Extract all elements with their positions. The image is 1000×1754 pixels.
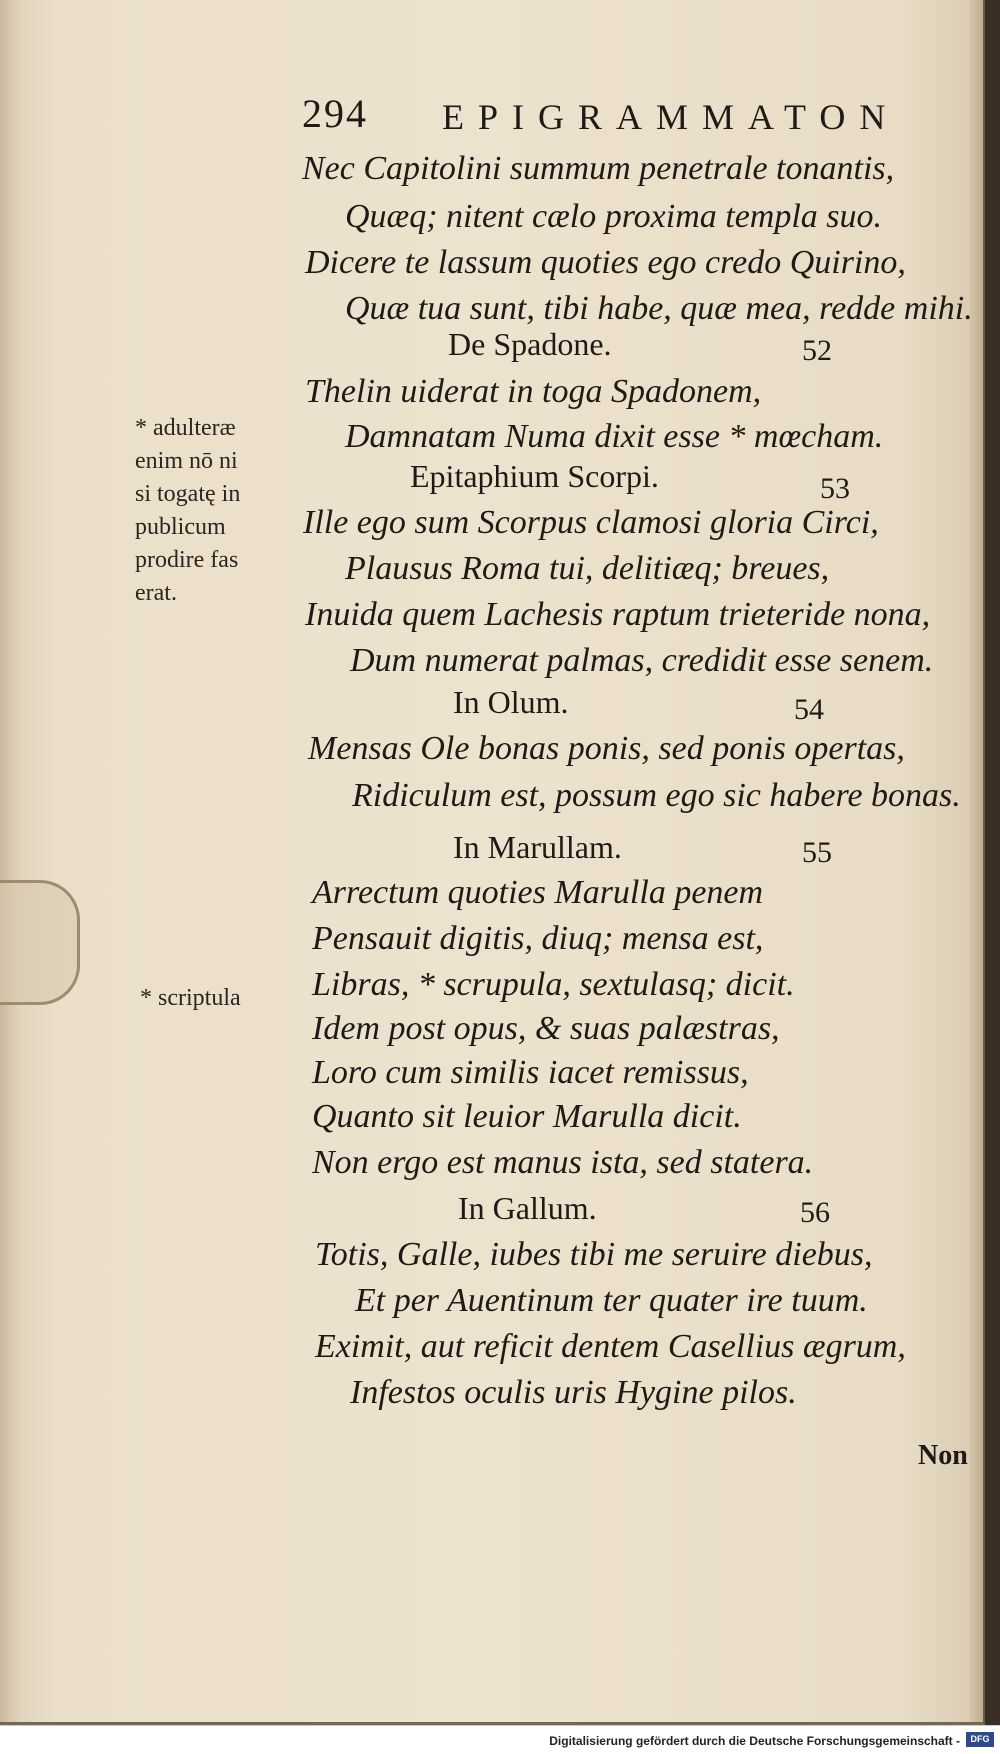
verse-line: Totis, Galle, iubes tibi me seruire diebus, (315, 1236, 873, 1273)
verse-line: Quæ tua sunt, tibi habe, quæ mea, redde mihi. (345, 290, 973, 327)
page-header (302, 90, 912, 140)
verse-line: Idem post opus, & suas palæstras, (312, 1010, 780, 1047)
verse-line: Damnatam Numa dixit esse * mœcham. (345, 418, 884, 455)
verse-line: Quanto sit leuior Marulla dicit. (312, 1098, 742, 1135)
verse-line: Et per Auentinum ter quater ire tuum. (355, 1282, 868, 1319)
dfg-logo-icon: DFG (966, 1732, 994, 1747)
verse-line: Plausus Roma tui, delitiæq; breues, (345, 550, 830, 587)
running-title: EPIGRAMMATON (442, 97, 900, 137)
epigram-heading: In Olum. (453, 684, 569, 720)
page-clip (0, 880, 80, 1005)
verse-line: Dicere te lassum quoties ego credo Quirino, (305, 244, 906, 281)
verse-line: Infestos oculis uris Hygine pilos. (350, 1374, 797, 1411)
footer-bar (0, 1725, 1000, 1754)
verse-line: Nec Capitolini summum penetrale tonantis, (302, 150, 895, 187)
page-number: 294 (302, 91, 368, 136)
verse-line: Libras, * scrupula, sextulasq; dicit. (312, 966, 795, 1003)
marginal-note: * scriptula (140, 985, 241, 1011)
epigram-heading: In Gallum. (458, 1190, 597, 1226)
epigram-number: 54 (794, 693, 824, 726)
epigram-number: 55 (802, 836, 832, 869)
verse-line: Ille ego sum Scorpus clamosi gloria Circi, (303, 504, 879, 541)
verse-line: Non ergo est manus ista, sed statera. (312, 1144, 814, 1181)
epigram-number: 52 (802, 334, 832, 367)
verse-line: Arrectum quoties Marulla penem (312, 874, 764, 911)
page-edge (969, 0, 983, 1722)
verse-line: Quæq; nitent cælo proxima templa suo. (345, 198, 883, 235)
verse-line: Ridiculum est, possum ego sic habere bonas. (352, 777, 961, 814)
epigram-number: 56 (800, 1196, 830, 1229)
marginal-note: * adulteræ enim nō ni si togatę in publicum prodire fas erat. (135, 415, 241, 606)
verse-line: Pensauit digitis, diuq; mensa est, (312, 920, 764, 957)
catchword: Non (918, 1440, 968, 1471)
verse-line: Dum numerat palmas, credidit esse senem. (350, 642, 934, 679)
funding-credit: Digitalisierung gefördert durch die Deutsche Forschungsgemeinschaft - (549, 1734, 960, 1748)
epigram-heading: De Spadone. (448, 326, 612, 362)
verse-line: Inuida quem Lachesis raptum trieteride nona, (305, 596, 931, 633)
verse-line: Eximit, aut reficit dentem Casellius ægrum, (315, 1328, 906, 1365)
epigram-heading: Epitaphium Scorpi. (410, 458, 659, 494)
verse-line: Mensas Ole bonas ponis, sed ponis opertas, (308, 730, 905, 767)
verse-line: Thelin uiderat in toga Spadonem, (305, 373, 762, 410)
epigram-heading: In Marullam. (453, 829, 622, 865)
epigram-number: 53 (820, 472, 850, 505)
verse-line: Loro cum similis iacet remissus, (312, 1054, 749, 1091)
